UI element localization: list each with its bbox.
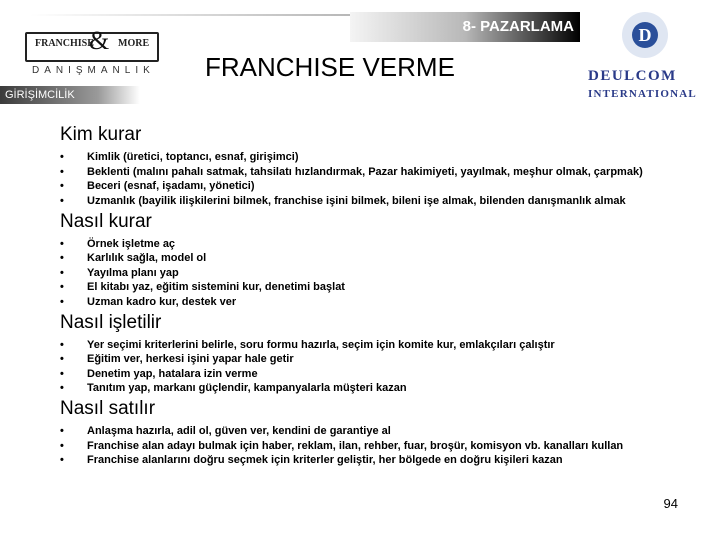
seal-letter: D (632, 22, 658, 48)
list-item-text: Yayılma planı yap (87, 266, 179, 279)
list-item (60, 425, 680, 437)
list-item-text: Anlaşma hazırla, adil ol, güven ver, kendini de garantiye al (87, 425, 391, 437)
section-header-label: 8- PAZARLAMA (462, 18, 574, 35)
list-item-text: Franchise alan adayı bulmak için haber, reklam, ilan, rehber, fuar, broşür, komisyon vb. kanalları kullan (87, 439, 624, 452)
content-section (60, 211, 680, 308)
bullet-icon: • (60, 165, 64, 178)
list-item (60, 296, 680, 308)
list-item-text: Denetim yap, hatalara izin verme (87, 367, 258, 380)
category-bar (0, 86, 140, 104)
list-item (60, 267, 680, 279)
content-section (60, 312, 680, 395)
bullet-icon: • (60, 425, 64, 437)
bullet-icon: • (60, 180, 64, 192)
bullet-icon: • (60, 151, 64, 163)
bullet-list (60, 339, 680, 395)
list-item-text: Karlılık sağla, model ol (87, 252, 207, 264)
slide-content (60, 124, 680, 470)
logo-word-more: MORE (118, 38, 150, 49)
section-heading: Nasıl satılır (60, 398, 156, 419)
list-item-text: Uzmanlık (bayilik ilişkilerini bilmek, franchise işini bilmek, bileni işe almak, bilenden danışmanlık almak (87, 194, 626, 207)
bullet-icon: • (60, 382, 64, 394)
bullet-icon: • (60, 266, 64, 279)
deulcom-seal-icon (622, 12, 668, 58)
list-item (60, 353, 680, 365)
logo-word-franchise: FRANCHISE (35, 38, 94, 49)
list-item-text: Franchise alanlarını doğru seçmek için kriterler geliştir, her bölgede en doğru kişileri kazan (87, 454, 563, 466)
bullet-list (60, 238, 680, 308)
section-heading: Nasıl işletilir (60, 311, 162, 333)
page-number: 94 (663, 496, 678, 511)
deulcom-name: DEULCOM (588, 68, 677, 84)
bullet-icon: • (60, 439, 64, 452)
bullet-icon: • (60, 338, 64, 351)
list-item (60, 440, 680, 452)
section-heading: Nasıl kurar (60, 210, 152, 232)
content-section (60, 398, 680, 466)
list-item (60, 368, 680, 380)
bullet-icon: • (60, 237, 64, 250)
list-item (60, 281, 680, 293)
section-heading: Kim kurar (60, 124, 142, 145)
content-section (60, 124, 680, 207)
franchise-more-logo (22, 24, 162, 82)
logo-ampersand: & (89, 26, 110, 55)
bullet-icon: • (60, 295, 64, 308)
bullet-icon: • (60, 194, 64, 207)
bullet-list (60, 425, 680, 466)
list-item (60, 180, 680, 192)
bullet-icon: • (60, 454, 64, 466)
deulcom-subname: INTERNATIONAL (588, 88, 697, 100)
list-item-text: Yer seçimi kriterlerini belirle, soru formu hazırla, seçim için komite kur, emlakçıları çalıştır (87, 338, 555, 351)
bullet-list (60, 151, 680, 207)
category-label: GİRİŞİMCİLİK (5, 89, 75, 101)
list-item-text: Beceri (esnaf, işadamı, yönetici) (87, 180, 255, 192)
list-item (60, 339, 680, 351)
list-item-text: Kimlik (üretici, toptancı, esnaf, girişimci) (87, 151, 299, 163)
deulcom-logo (588, 12, 703, 102)
page-title: FRANCHISE VERME (205, 52, 455, 82)
section-header-banner (350, 12, 580, 42)
list-item (60, 454, 680, 466)
bullet-icon: • (60, 367, 64, 380)
list-item-text: Beklenti (malını pahalı satmak, tahsilatı hızlandırmak, Pazar hakimiyeti, yayılmak, meşhur olmak, çarpmak) (87, 165, 643, 178)
list-item (60, 151, 680, 163)
bullet-icon: • (60, 252, 64, 264)
list-item-text: El kitabı yaz, eğitim sistemini kur, denetimi başlat (87, 281, 345, 293)
list-item (60, 166, 680, 178)
list-item (60, 252, 680, 264)
list-item-text: Tanıtım yap, markanı güçlendir, kampanyalarla müşteri kazan (87, 382, 407, 394)
logo-subtitle: DANIŞMANLIK (32, 65, 155, 76)
bullet-icon: • (60, 353, 64, 365)
list-item-text: Uzman kadro kur, destek ver (87, 295, 237, 308)
list-item (60, 238, 680, 250)
bullet-icon: • (60, 281, 64, 293)
list-item (60, 195, 680, 207)
list-item (60, 382, 680, 394)
list-item-text: Eğitim ver, herkesi işini yapar hale getir (87, 353, 294, 365)
list-item-text: Örnek işletme aç (87, 237, 176, 250)
